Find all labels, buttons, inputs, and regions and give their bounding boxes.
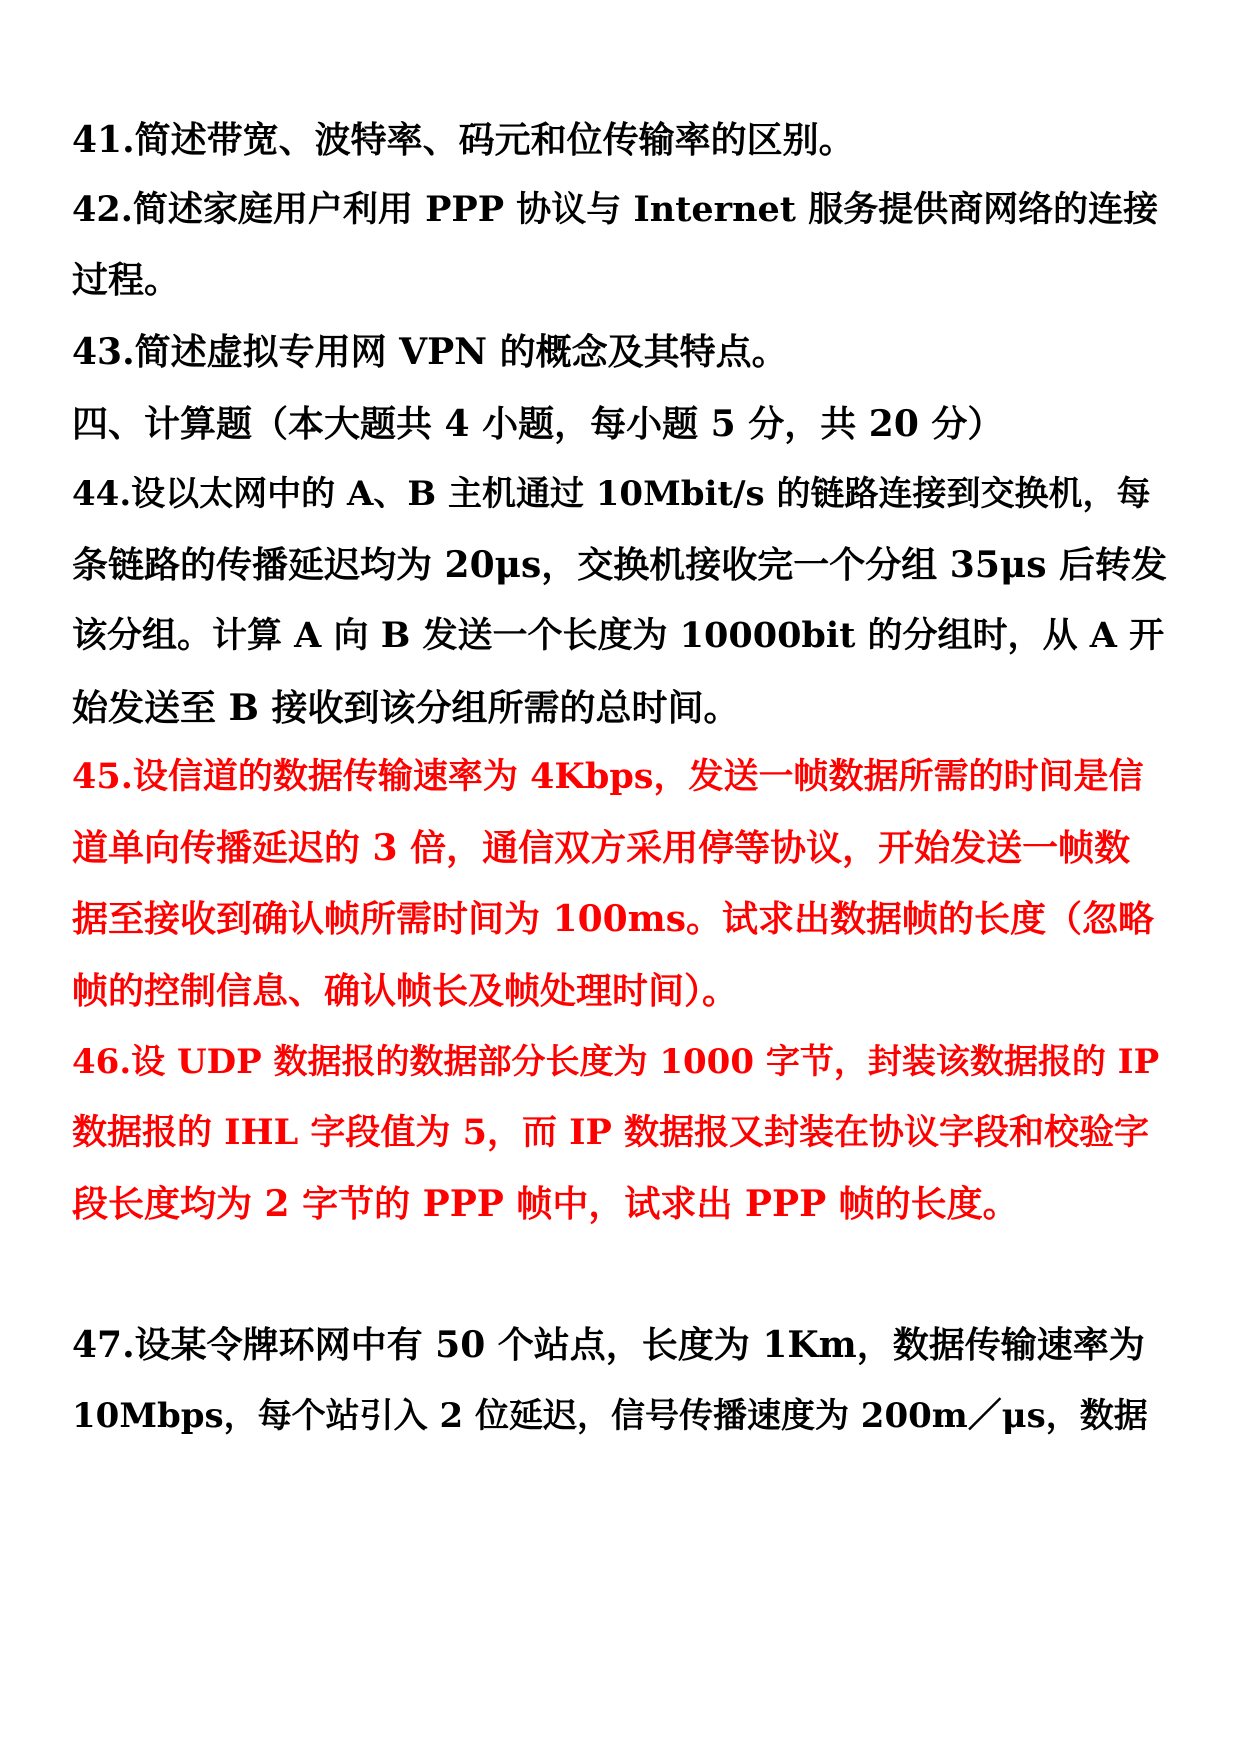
question-45-line-2: 道单向传播延迟的 3 倍，通信双方采用停等协议，开始发送一帧数 [72,827,1131,869]
question-44-line-3: 该分组。计算 A 向 B 发送一个长度为 10000bit 的分组时，从 A 开 [72,615,1165,656]
question-47-line-1: 47.设某令牌环网中有 50 个站点，长度为 1Km，数据传输速率为 [72,1324,1145,1366]
question-45-line-4: 帧的控制信息、确认帧长及帧处理时间）。 [72,970,739,1012]
question-45-line-3: 据至接收到确认帧所需时间为 100ms。试求出数据帧的长度（忽略 [72,898,1155,940]
question-46-line-2: 数据报的 IHL 字段值为 5，而 IP 数据报又封装在协议字段和校验字 [72,1112,1150,1153]
question-44-line-1: 44.设以太网中的 A、B 主机通过 10Mbit/s 的链路连接到交换机，每 [72,474,1151,514]
question-42-line-2: 过程。 [72,259,181,301]
section-heading-calculation: 四、计算题（本大题共 4 小题，每小题 5 分，共 20 分） [72,403,1004,445]
question-44-line-4: 始发送至 B 接收到该分组所需的总时间。 [72,687,740,729]
question-41-line-1: 41.简述带宽、波特率、码元和位传输率的区别。 [72,119,855,161]
question-46-line-3: 段长度均为 2 字节的 PPP 帧中，试求出 PPP 帧的长度。 [72,1183,1019,1225]
question-46-line-1: 46.设 UDP 数据报的数据部分长度为 1000 字节，封装该数据报的 IP [72,1042,1160,1082]
question-42-line-1: 42.简述家庭用户利用 PPP 协议与 Internet 服务提供商网络的连接 [72,189,1159,230]
question-44-line-2: 条链路的传播延迟均为 20μs，交换机接收完一个分组 35μs 后转发 [72,544,1168,586]
question-47-line-2: 10Mbps，每个站引入 2 位延迟，信号传播速度为 200m／μs，数据 [72,1396,1148,1436]
question-45-line-1: 45.设信道的数据传输速率为 4Kbps，发送一帧数据所需的时间是信 [72,756,1144,797]
question-43-line-1: 43.简述虚拟专用网 VPN 的概念及其特点。 [72,331,788,373]
